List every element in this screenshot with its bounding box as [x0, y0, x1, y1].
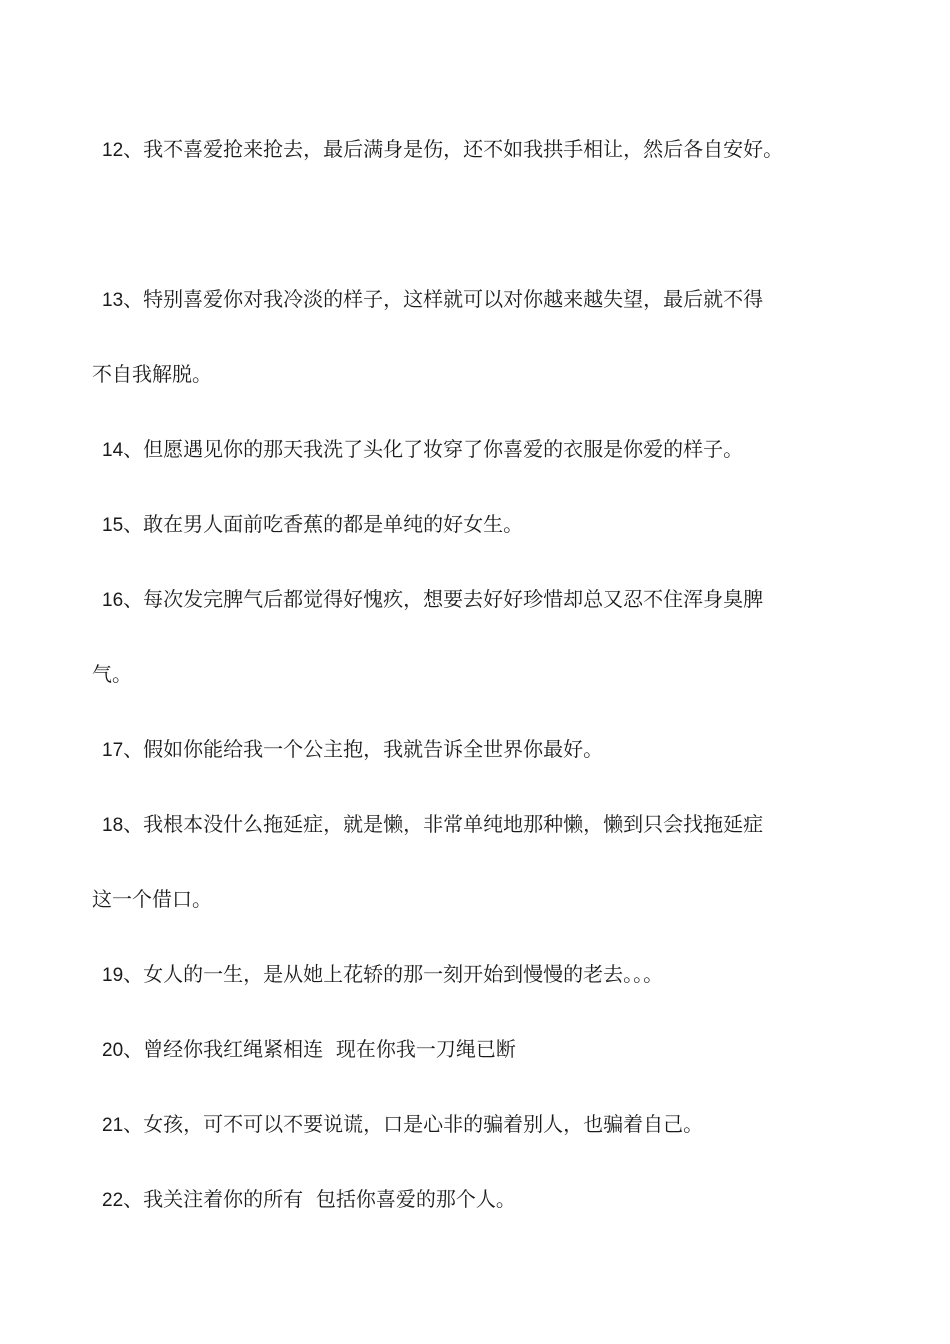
paragraph-20 — [92, 1012, 872, 1087]
paragraph-text: 、特别喜爱你对我冷淡的样子，这样就可以对你越来越失望，最后就不得 — [123, 287, 764, 311]
paragraph-22 — [92, 1162, 872, 1237]
paragraph-13 — [92, 262, 872, 412]
paragraph-19 — [92, 937, 872, 1012]
item-number: 15 — [102, 515, 124, 536]
paragraph-text: 、但愿遇见你的那天我洗了头化了妆穿了你喜爱的衣服是你爱的样子。 — [123, 437, 744, 461]
paragraph-text: 、曾经你我红绳紧相连 现在你我一刀绳已断 — [123, 1037, 516, 1061]
paragraph-text: 、我根本没什么拖延症，就是懒，非常单纯地那种懒，懒到只会找拖延症 — [123, 812, 764, 836]
item-number: 20 — [102, 1040, 124, 1061]
item-number: 21 — [102, 1115, 124, 1136]
item-number: 18 — [102, 815, 124, 836]
paragraph-12 — [92, 112, 872, 187]
paragraph-text-continued: 气。 — [92, 662, 132, 686]
item-number: 17 — [102, 740, 124, 761]
paragraph-14 — [92, 412, 872, 487]
paragraph-text: 、女孩，可不可以不要说谎，口是心非的骗着别人，也骗着自己。 — [123, 1112, 704, 1136]
paragraph-text: 、假如你能给我一个公主抱，我就告诉全世界你最好。 — [123, 737, 604, 761]
item-number: 19 — [102, 965, 124, 986]
paragraph-16 — [92, 562, 872, 712]
item-number: 16 — [102, 590, 124, 611]
paragraph-text-continued: 不自我解脱。 — [92, 362, 212, 386]
item-number: 13 — [102, 290, 124, 311]
paragraph-text-continued: 这一个借口。 — [92, 887, 212, 911]
paragraph-text: 、我不喜爱抢来抢去，最后满身是伤，还不如我拱手相让，然后各自安好。 — [123, 137, 784, 161]
paragraph-text: 、每次发完脾气后都觉得好愧疚，想要去好好珍惜却总又忍不住浑身臭脾 — [123, 587, 764, 611]
paragraph-18 — [92, 787, 872, 937]
item-number: 14 — [102, 440, 124, 461]
item-number: 12 — [102, 140, 124, 161]
paragraph-text: 、我关注着你的所有 包括你喜爱的那个人。 — [123, 1187, 516, 1211]
item-number: 22 — [102, 1190, 124, 1211]
paragraph-21 — [92, 1087, 872, 1162]
paragraph-15 — [92, 487, 872, 562]
paragraph-17 — [92, 712, 872, 787]
paragraph-text: 、敢在男人面前吃香蕉的都是单纯的好女生。 — [123, 512, 524, 536]
paragraph-text: 、女人的一生，是从她上花轿的那一刻开始到慢慢的老去。。。 — [123, 962, 664, 986]
